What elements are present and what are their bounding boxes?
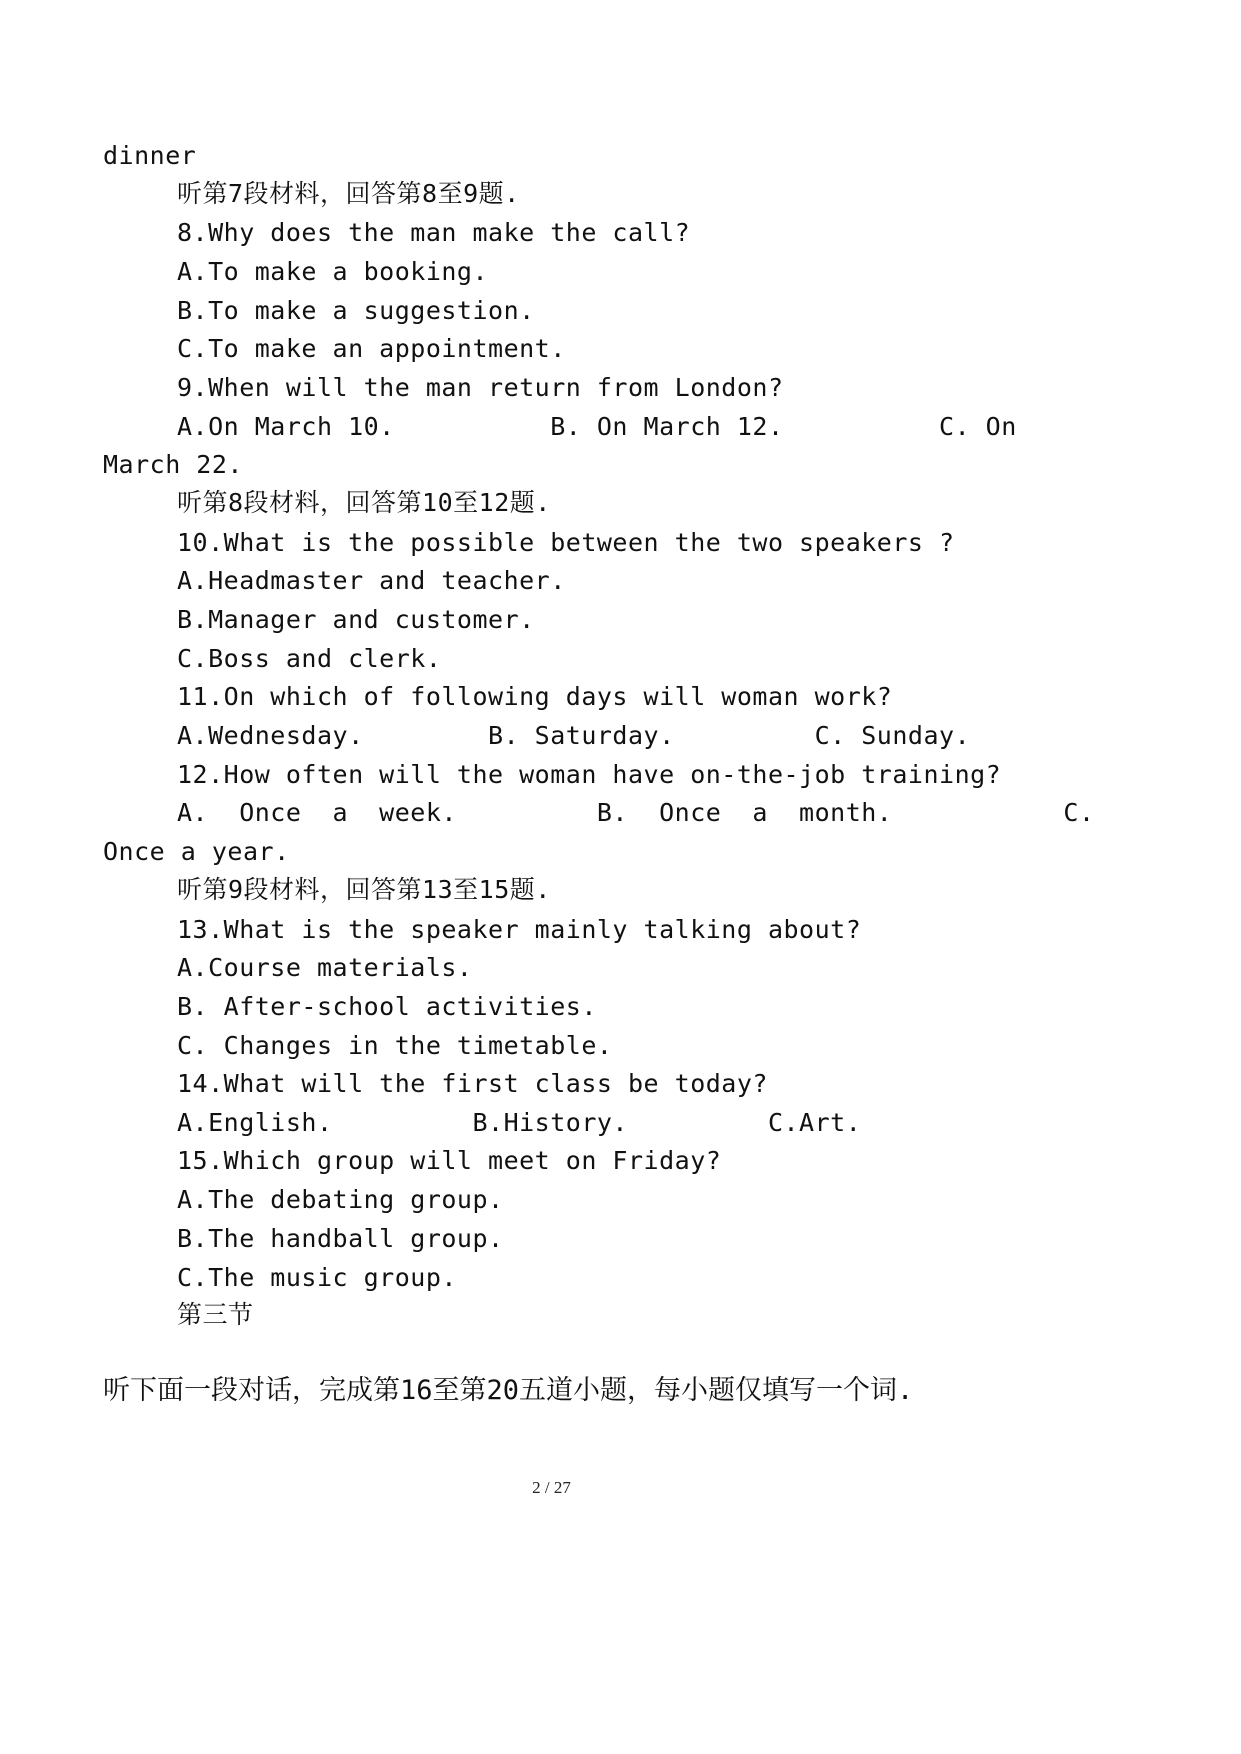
option-8c: C.To make an appointment.	[177, 334, 566, 363]
options-14: A.English. B.History. C.Art.	[177, 1108, 862, 1137]
question-8: 8.Why does the man make the call?	[177, 218, 691, 247]
option-10b: B.Manager and customer.	[177, 605, 535, 634]
instruction-text: 听下面一段对话，完成第16至第20五道小题，每小题仅填写一个词.	[103, 1375, 914, 1406]
question-10: 10.What is the possible between the two speakers ?	[177, 528, 955, 557]
option-15b: B.The handball group.	[177, 1224, 504, 1253]
options-12: A. Once a week. B. Once a month. C.	[177, 798, 1095, 827]
question-12: 12.How often will the woman have on-the-job training?	[177, 760, 1002, 789]
section-heading: 听第7段材料，回答第8至9题.	[177, 179, 520, 208]
option-8a: A.To make a booking.	[177, 257, 489, 286]
option-13a: A.Course materials.	[177, 953, 473, 982]
options-9: A.On March 10. B. On March 12. C. On	[177, 412, 1017, 441]
option-10c: C.Boss and clerk.	[177, 644, 442, 673]
question-11: 11.On which of following days will woman work?	[177, 682, 893, 711]
question-14: 14.What will the first class be today?	[177, 1069, 768, 1098]
options-12-continued: Once a year.	[103, 837, 290, 866]
options-9-continued: March 22.	[103, 450, 243, 479]
part-heading: 第三节	[177, 1300, 254, 1329]
section-heading: 听第9段材料，回答第13至15题.	[177, 875, 551, 904]
option-15c: C.The music group.	[177, 1263, 457, 1292]
option-13b: B. After-school activities.	[177, 992, 597, 1021]
option-8b: B.To make a suggestion.	[177, 296, 535, 325]
options-11: A.Wednesday. B. Saturday. C. Sunday.	[177, 721, 971, 750]
option-10a: A.Headmaster and teacher.	[177, 566, 566, 595]
option-13c: C. Changes in the timetable.	[177, 1031, 613, 1060]
text-line: dinner	[103, 141, 197, 170]
question-9: 9.When will the man return from London?	[177, 373, 784, 402]
question-15: 15.Which group will meet on Friday?	[177, 1146, 722, 1175]
question-13: 13.What is the speaker mainly talking about?	[177, 915, 862, 944]
page-number: 2 / 27	[532, 1478, 571, 1497]
option-15a: A.The debating group.	[177, 1185, 504, 1214]
section-heading: 听第8段材料，回答第10至12题.	[177, 488, 551, 517]
